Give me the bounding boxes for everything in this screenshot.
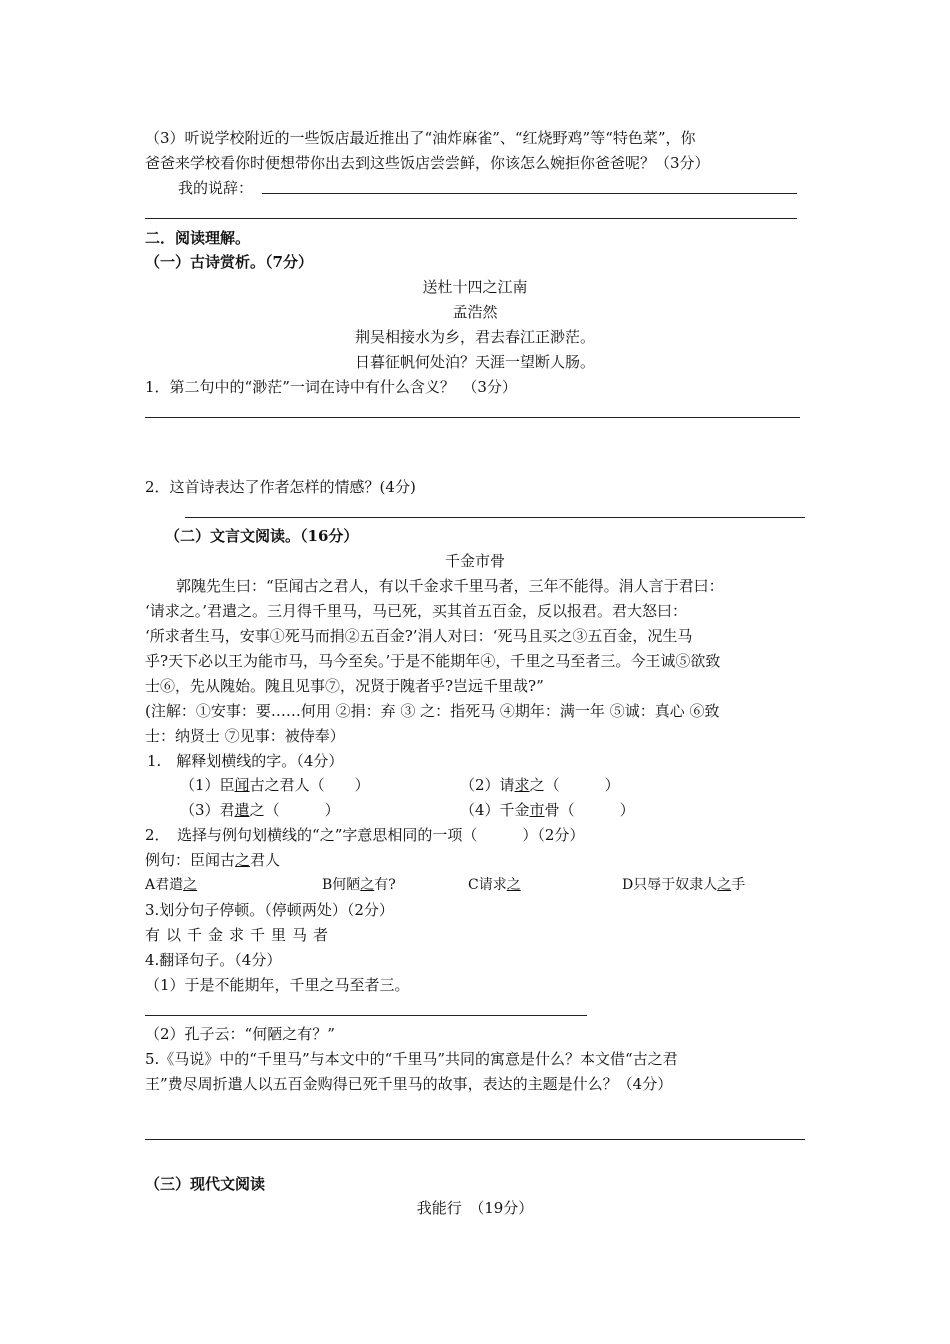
poem-section-title: （一）古诗赏析。（7分） xyxy=(145,253,313,271)
classical-para-1: 郭隗先生曰：“臣闻古之君人，有以千金求千里马者，三年不能得。涓人言于君曰： xyxy=(176,577,724,595)
modern-section-title: （三）现代文阅读 xyxy=(145,1175,266,1193)
answer-line-1[interactable] xyxy=(262,193,797,194)
classical-q5-line-1: 5.《马说》中的“千里马”与本文中的“千里马”共同的寓意是什么？本文借“古之君 xyxy=(145,1050,678,1068)
classical-q4-sentence-1: （1）于是不能期年，千里之马至者三。 xyxy=(145,976,410,994)
poem-q2-answer-line[interactable] xyxy=(185,517,805,518)
classical-q3-sentence: 有以千金求千里马者 xyxy=(145,926,335,944)
classical-q2-option-c[interactable]: C请求之 xyxy=(468,877,521,893)
modern-text-title: 我能行 （19分） xyxy=(416,1199,534,1217)
classical-q1-item-3: （3）君遣之（ ） xyxy=(180,801,340,819)
classical-q2-stem: 2． 选择与例句划横线的“之”字意思相同的一项（ ）（2分） xyxy=(145,826,585,844)
classical-q5-line-2: 王”费尽周折遣人以五百金购得已死千里马的故事，表达的主题是什么？（4分） xyxy=(145,1075,673,1093)
classical-q2-option-a[interactable]: A君遣之 xyxy=(145,877,198,893)
classical-text-title: 千金市骨 xyxy=(444,552,505,570)
classical-q1-item-4: （4）千金市骨（ ） xyxy=(460,801,635,819)
q3-line-1: （3）听说学校附近的一些饭店最近推出了“油炸麻雀”、“红烧野鸡”等“特色菜”，你 xyxy=(145,129,696,147)
classical-para-5: 士⑥，先从隗始。隗且见事⑦，况贤于隗者乎?岂远千里哉?” xyxy=(145,677,544,695)
poem-author: 孟浩然 xyxy=(452,303,498,321)
classical-q4-sentence-2: （2）孔子云：“何陋之有？” xyxy=(145,1025,335,1043)
classical-q4-answer-line[interactable] xyxy=(145,1015,587,1016)
classical-q3-stem: 3.划分句子停顿。（停顿两处）（2分） xyxy=(145,901,394,919)
classical-para-4: 乎?天下必以王为能市马，马今至矣。’于是不能期年④，千里之马至者三。今王诚⑤欲致 xyxy=(145,652,721,670)
answer-label: 我的说辞： xyxy=(178,179,254,197)
classical-q2-option-b[interactable]: B何陋之有? xyxy=(322,877,396,893)
classical-q1-item-2: （2）请求之（ ） xyxy=(460,776,620,794)
classical-q1-stem: 1. 解释划横线的字。（4分） xyxy=(147,752,344,770)
classical-notes-1: (注解：①安事：要……何用 ②捐：弃 ③ 之：指死马 ④期年：满一年 ⑤诚：真心 ⑥致 xyxy=(145,702,720,720)
poem-q2: 2．这首诗表达了作者怎样的情感？(4分) xyxy=(145,478,416,496)
poem-verse-2: 日暮征帆何处泊？天涯一望断人肠。 xyxy=(354,353,595,371)
poem-title: 送杜十四之江南 xyxy=(422,278,528,296)
classical-q1-item-1: （1）臣闻古之君人（ ） xyxy=(180,776,370,794)
classical-q2-example: 例句：臣闻古之君人 xyxy=(145,851,281,869)
poem-q1: 1．第二句中的“渺茫”一词在诗中有什么含义？ （3分） xyxy=(145,378,517,396)
classical-q4-stem: 4.翻译句子。（4分） xyxy=(145,951,282,969)
poem-verse-1: 荆吴相接水为乡，君去春江正渺茫。 xyxy=(354,328,595,346)
classical-section-title: （二）文言文阅读。（16分） xyxy=(165,527,359,545)
section2-title: 二．阅读理解。 xyxy=(145,229,251,247)
classical-q5-answer-line[interactable] xyxy=(145,1139,805,1140)
q3-line-2: 爸爸来学校看你时便想带你出去到这些饭店尝尝鲜，你该怎么婉拒你爸爸呢？（3分） xyxy=(145,154,710,172)
classical-q2-option-d[interactable]: D只辱于奴隶人之手 xyxy=(622,877,746,893)
answer-line-2[interactable] xyxy=(145,218,797,219)
classical-notes-2: 士：纳贤士 ⑦见事：被侍奉） xyxy=(145,727,345,745)
poem-q1-answer-line[interactable] xyxy=(145,417,800,418)
classical-para-3: ‘所求者生马，安事①死马而捐②五百金?’涓人对曰：‘死马且买之③五百金，况生马 xyxy=(145,627,693,645)
classical-para-2: ‘请求之。’君遣之。三月得千里马，马已死，买其首五百金，反以报君。君大怒曰： xyxy=(145,602,688,620)
